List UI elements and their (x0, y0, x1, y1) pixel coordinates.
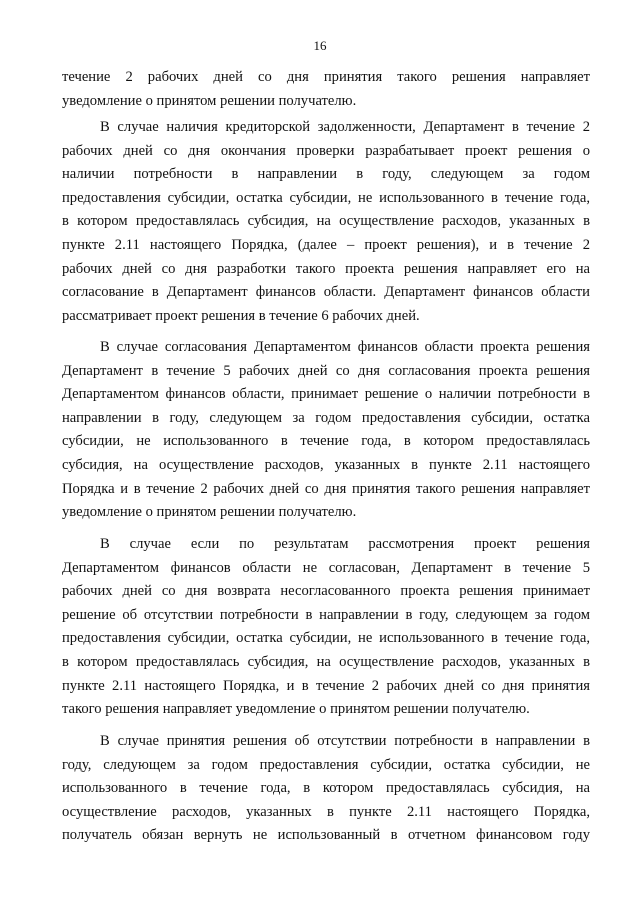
paragraph-line: субсидии, не использованного в течение года, в котором предоставлялась (62, 433, 590, 450)
paragraph-line: пункте 2.11 настоящего Порядка, (далее – проект решения), и в течение 2 (62, 236, 590, 253)
paragraph-line: осуществление расходов, указанных в пункте 2.11 настоящего Порядка, (62, 803, 590, 820)
paragraph-4 (62, 533, 590, 722)
paragraph-line: году, следующем за годом предоставления субсидии, остатка субсидии, не (62, 756, 590, 773)
paragraph-line: В случае если по результатам рассмотрения проект решения (100, 536, 590, 552)
paragraph-line: получатель обязан вернуть не использованный в отчетном финансовом году (62, 827, 590, 844)
paragraph-line: решение об отсутствии потребности в направлении в году, следующем за годом (62, 606, 590, 623)
paragraph-line: рабочих дней со дня окончания проверки разрабатывает проект решения о (62, 142, 590, 159)
paragraph-line: использованного в течение года, в котором предоставлялась субсидия, на (62, 780, 590, 797)
paragraph-line: предоставления субсидии, остатка субсидии, не использованного в течение года, (62, 189, 590, 206)
paragraph-1 (62, 66, 590, 113)
paragraph-line: рабочих дней со дня разработки такого проекта решения направляет его на (62, 260, 590, 277)
paragraph-line: В случае наличия кредиторской задолженности, Департамент в течение 2 (100, 119, 590, 135)
paragraph-line: пункте 2.11 настоящего Порядка, и в течение 2 рабочих дней со дня принятия (62, 677, 590, 694)
paragraph-line: направлении в году, следующем за годом предоставления субсидии, остатка (62, 409, 590, 426)
paragraph-5 (62, 730, 590, 848)
paragraph-line: Департамент в течение 5 рабочих дней со дня согласования проекта решения (62, 362, 590, 379)
paragraph-line: уведомление о принятом решении получателю. (62, 92, 357, 109)
paragraph-3 (62, 336, 590, 525)
paragraph-line: в котором предоставлялась субсидия, на осуществление расходов, указанных в (62, 653, 590, 670)
paragraph-line: рабочих дней со дня возврата несогласованного проекта решения принимает (62, 583, 590, 600)
paragraph-line: уведомление о принятом решении получателю. (62, 504, 357, 521)
paragraph-line: В случае принятия решения об отсутствии потребности в направлении в (100, 733, 590, 749)
paragraph-line: такого решения направляет уведомление о принятом решении получателю. (62, 701, 530, 718)
paragraph-line: предоставления субсидии, остатка субсидии, не использованного в течение года, (62, 630, 590, 647)
paragraph-line: рассматривает проект решения в течение 6 рабочих дней. (62, 307, 420, 324)
paragraph-line: Департаментом финансов области не согласован, Департамент в течение 5 (62, 559, 590, 576)
paragraph-2 (62, 116, 590, 328)
paragraph-line: в котором предоставлялась субсидия, на осуществление расходов, указанных в (62, 213, 590, 230)
page-number: 16 (313, 38, 327, 53)
paragraph-line: согласование в Департамент финансов области. Департамент финансов области (62, 284, 590, 301)
paragraph-line: субсидия, на осуществление расходов, указанных в пункте 2.11 настоящего (62, 456, 590, 473)
paragraph-line: наличии потребности в направлении в году, следующем за годом (62, 166, 590, 183)
paragraph-line: В случае согласования Департаментом финансов области проекта решения (100, 339, 590, 355)
paragraph-line: Департаментом финансов области, принимает решение о наличии потребности в (62, 386, 590, 403)
paragraph-line: Порядка и в течение 2 рабочих дней со дня принятия такого решения направляет (62, 480, 590, 497)
paragraph-line: течение 2 рабочих дней со дня принятия такого решения направляет (62, 69, 590, 85)
